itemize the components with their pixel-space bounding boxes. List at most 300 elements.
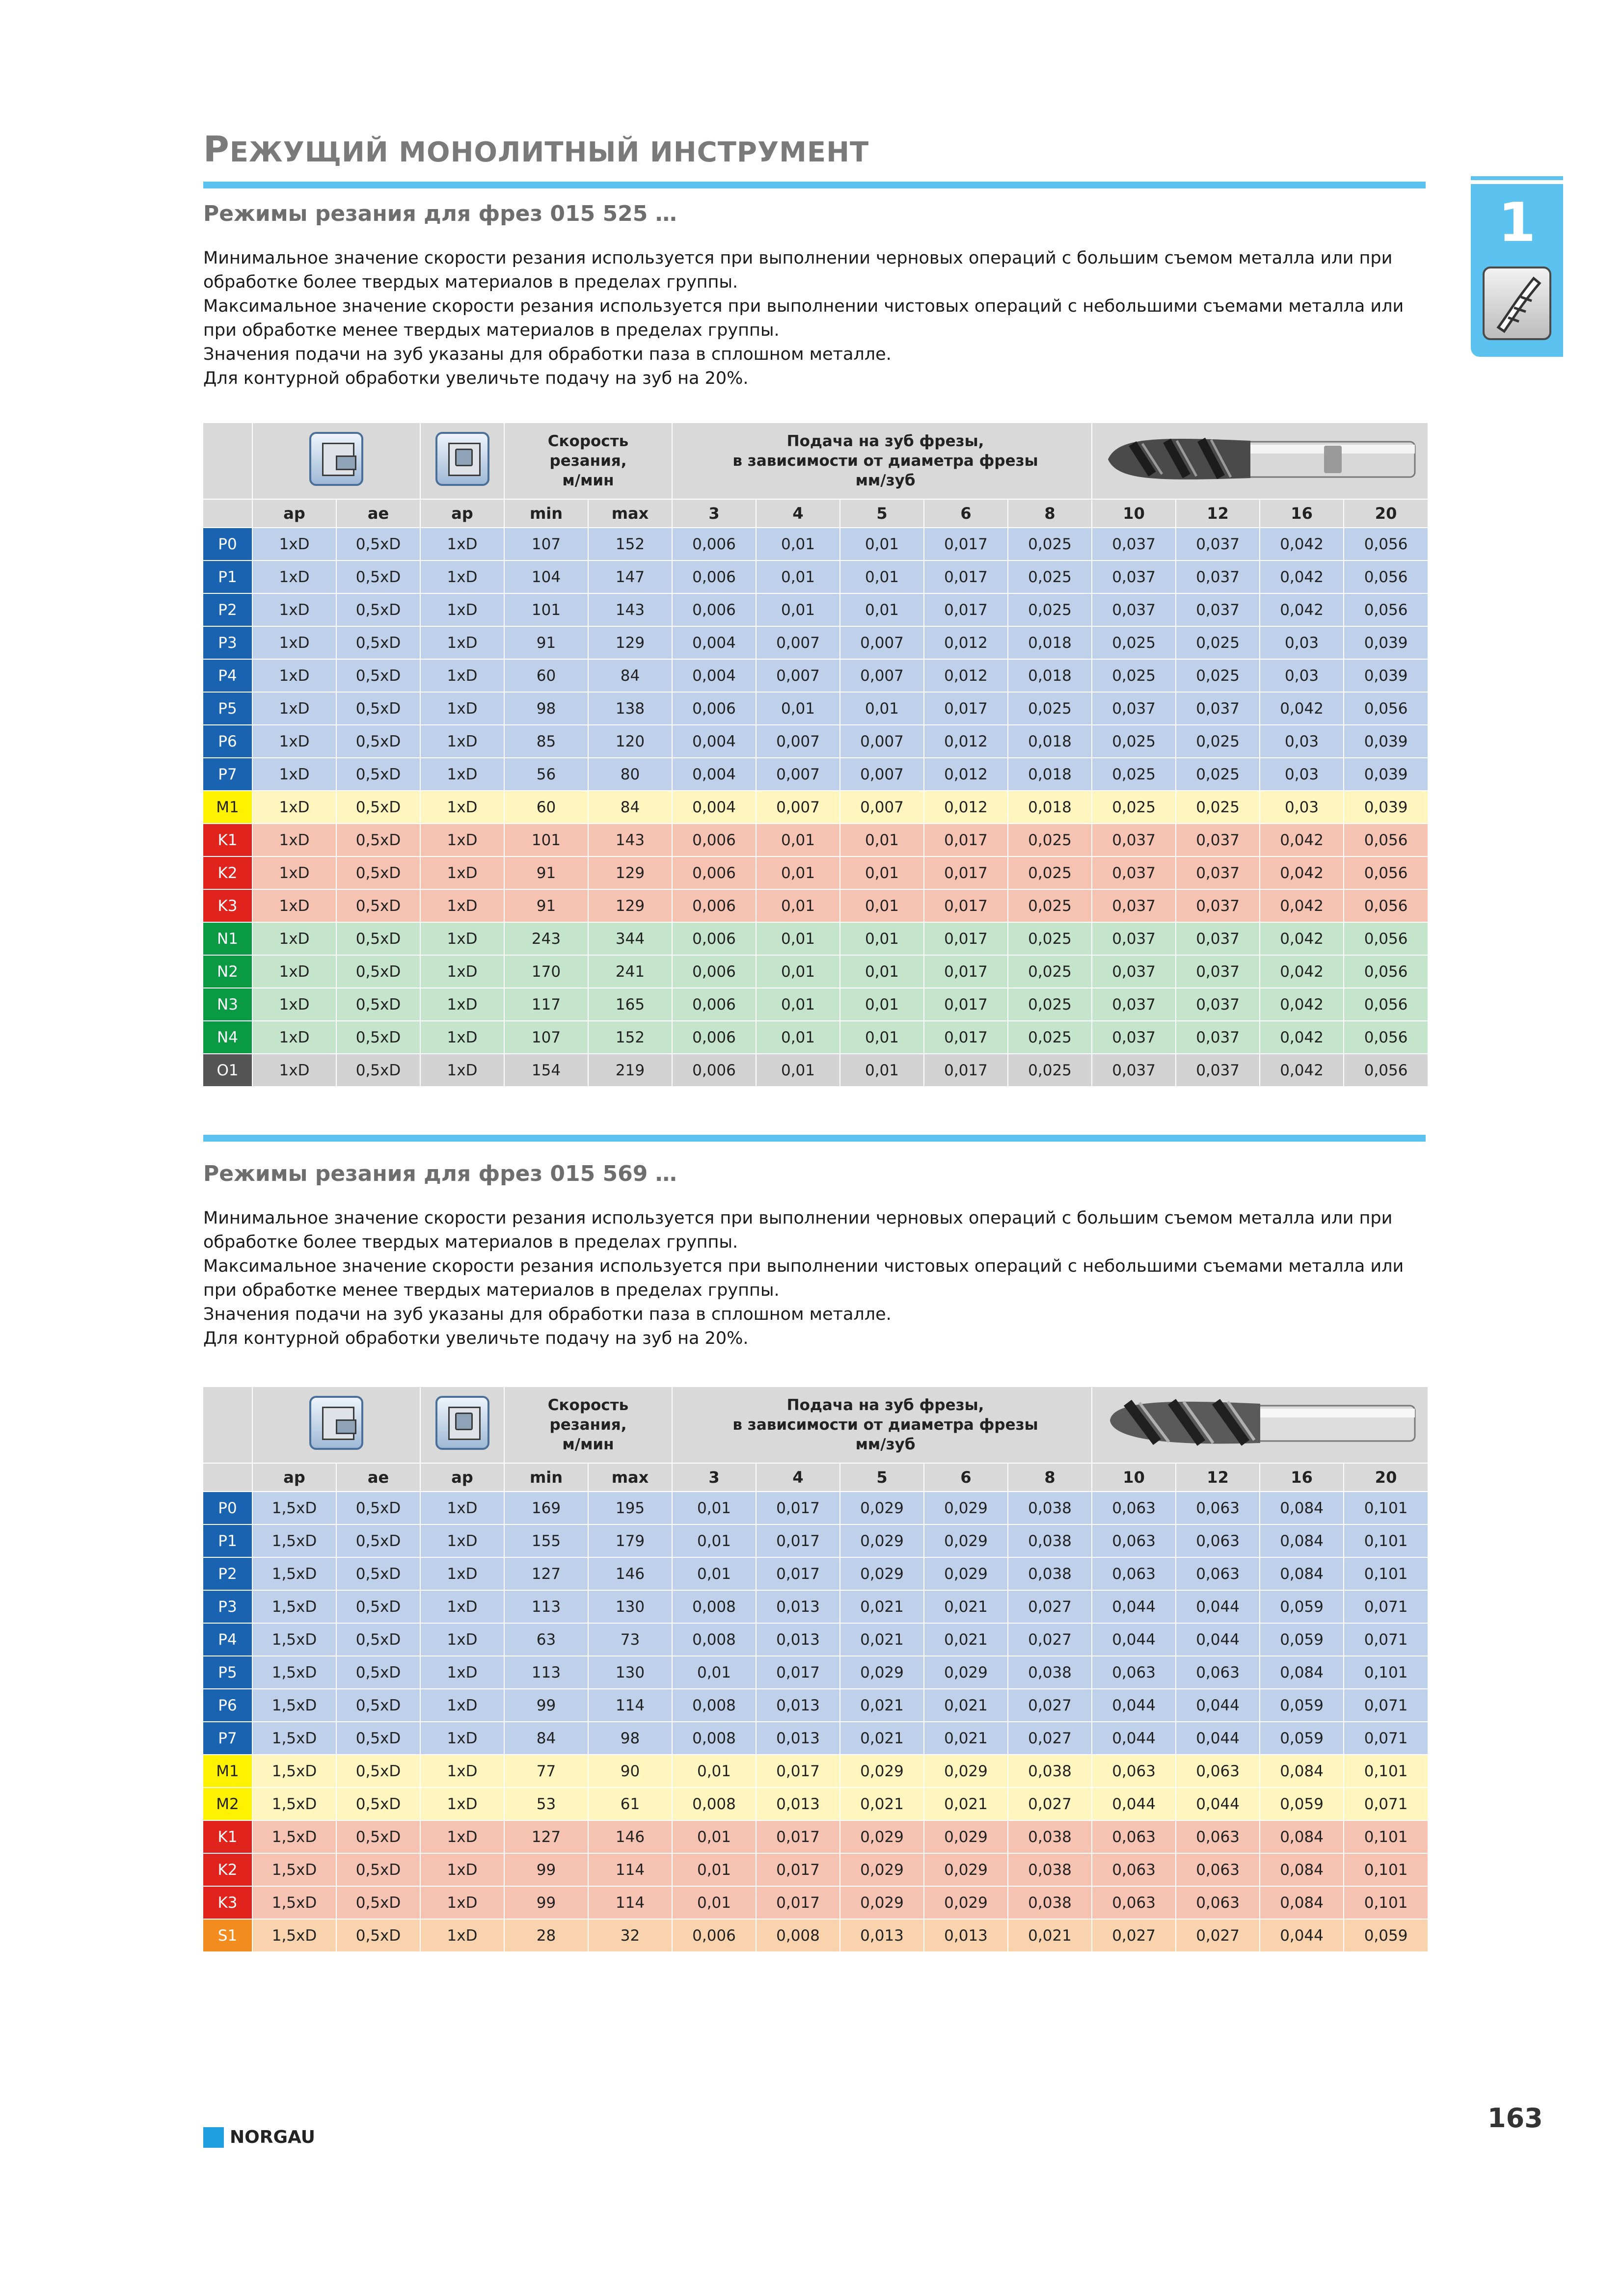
table-cell: 0,037 (1092, 1054, 1176, 1087)
table-cell: 0,013 (756, 1689, 840, 1722)
table-cell: 0,013 (756, 1590, 840, 1623)
table-cell: 0,084 (1260, 1656, 1344, 1689)
table-cell: 0,044 (1260, 1919, 1344, 1952)
table-row (203, 593, 1428, 626)
table-cell: 0,008 (672, 1722, 756, 1755)
table-cell: 130 (588, 1590, 672, 1623)
table-cell: 0,025 (1176, 659, 1260, 692)
table-cell: 0,056 (1344, 824, 1428, 856)
table-cell: 0,044 (1176, 1722, 1260, 1755)
table-cell: 1xD (252, 758, 336, 791)
table-cell: 0,101 (1344, 1492, 1428, 1524)
section2-line: Минимальное значение скорости резания используется при выполнении черновых операций с большим съемом металла или при (203, 1208, 1393, 1228)
table-row (203, 1886, 1428, 1919)
table-cell: 0,037 (1176, 824, 1260, 856)
table-cell: 85 (504, 725, 588, 758)
table-cell: 0,007 (756, 659, 840, 692)
table-cell: 0,025 (1092, 659, 1176, 692)
table-cell: 1xD (252, 856, 336, 889)
table-cell: 0,101 (1344, 1853, 1428, 1886)
table-cell: 107 (504, 1021, 588, 1054)
table-cell: 0,059 (1260, 1623, 1344, 1656)
table-cell: 0,029 (924, 1492, 1008, 1524)
table-cell: 0,029 (924, 1524, 1008, 1557)
table-cell: 0,025 (1092, 626, 1176, 659)
table-cell: 0,039 (1344, 659, 1428, 692)
material-group-label: K2 (203, 856, 252, 889)
table-cell: 0,018 (1008, 758, 1092, 791)
table-cell: 60 (504, 659, 588, 692)
col-header: ap (420, 499, 504, 528)
table-cell: 0,029 (924, 1886, 1008, 1919)
col-header: ae (336, 1463, 420, 1492)
col-header: ap (252, 1463, 336, 1492)
table-cell: 1xD (252, 824, 336, 856)
table-cell: 0,056 (1344, 561, 1428, 593)
table-cell: 0,037 (1092, 528, 1176, 561)
table-cell: 0,063 (1092, 1656, 1176, 1689)
table-cell: 114 (588, 1689, 672, 1722)
table-cell: 0,037 (1176, 528, 1260, 561)
table-cell: 1xD (420, 1054, 504, 1087)
table-cell: 0,006 (672, 1054, 756, 1087)
table-row (203, 1820, 1428, 1853)
table-cell: 0,006 (672, 1919, 756, 1952)
table-cell: 114 (588, 1886, 672, 1919)
table-cell: 0,017 (756, 1886, 840, 1919)
table-cell: 1xD (420, 791, 504, 824)
table-cell: 90 (588, 1755, 672, 1788)
col-header: 20 (1344, 499, 1428, 528)
table-cell: 0,017 (924, 692, 1008, 725)
table-cell: 0,5xD (336, 1021, 420, 1054)
table-cell: 0,5xD (336, 1788, 420, 1820)
table-cell: 84 (504, 1722, 588, 1755)
table-cell: 152 (588, 1021, 672, 1054)
table-cell: 0,037 (1176, 1021, 1260, 1054)
table-row (203, 758, 1428, 791)
table-cell: 1xD (420, 1853, 504, 1886)
table-cell: 0,5xD (336, 889, 420, 922)
table-header-icons (203, 423, 1428, 499)
table-cell: 0,063 (1176, 1853, 1260, 1886)
section2-line: при обработке менее твердых материалов в пределах группы. (203, 1281, 780, 1300)
table-cell: 0,029 (924, 1820, 1008, 1853)
material-group-label: P6 (203, 1689, 252, 1722)
table-cell: 0,01 (840, 856, 924, 889)
table-cell: 0,01 (840, 889, 924, 922)
table-cell: 0,004 (672, 758, 756, 791)
table-cell: 84 (588, 659, 672, 692)
table-cell: 0,01 (840, 1054, 924, 1087)
header-corner-2 (203, 499, 252, 528)
table-cell: 0,5xD (336, 659, 420, 692)
table-cell: 0,027 (1008, 1623, 1092, 1656)
table-cell: 0,059 (1260, 1788, 1344, 1820)
table-cell: 0,027 (1008, 1590, 1092, 1623)
table-cell: 60 (504, 791, 588, 824)
table-cell: 0,5xD (336, 1590, 420, 1623)
table-cell: 101 (504, 593, 588, 626)
table-cell: 0,042 (1260, 922, 1344, 955)
table-cell: 0,056 (1344, 528, 1428, 561)
table-cell: 0,01 (840, 593, 924, 626)
table-cell: 99 (504, 1689, 588, 1722)
table-cell: 0,012 (924, 659, 1008, 692)
chapter-tab (1471, 184, 1563, 357)
table-cell: 0,5xD (336, 1919, 420, 1952)
table-cell: 73 (588, 1623, 672, 1656)
table-row (203, 1524, 1428, 1557)
section2-table (203, 1387, 1429, 1952)
table-cell: 0,037 (1176, 955, 1260, 988)
table-cell: 0,017 (756, 1755, 840, 1788)
table-cell: 0,025 (1008, 1021, 1092, 1054)
table-cell: 1,5xD (252, 1557, 336, 1590)
tool-image-cell (1092, 423, 1428, 499)
table-cell: 0,021 (924, 1722, 1008, 1755)
material-group-label: P1 (203, 561, 252, 593)
material-group-label: K3 (203, 889, 252, 922)
header-corner (203, 423, 252, 499)
table-cell: 0,037 (1092, 1021, 1176, 1054)
table-cell: 0,007 (840, 725, 924, 758)
table-cell: 0,084 (1260, 1524, 1344, 1557)
table-cell: 0,027 (1008, 1788, 1092, 1820)
table-cell: 0,037 (1092, 593, 1176, 626)
table-cell: 0,5xD (336, 988, 420, 1021)
pocket-milling-icon (435, 1396, 489, 1450)
table-row (203, 791, 1428, 824)
table-cell: 0,021 (924, 1788, 1008, 1820)
table-cell: 1xD (420, 659, 504, 692)
table-cell: 1,5xD (252, 1853, 336, 1886)
table-cell: 0,01 (756, 593, 840, 626)
table-cell: 0,01 (840, 561, 924, 593)
table-cell: 0,5xD (336, 528, 420, 561)
table-cell: 1xD (252, 561, 336, 593)
table-cell: 0,006 (672, 955, 756, 988)
table-cell: 0,007 (840, 791, 924, 824)
table-cell: 0,029 (840, 1820, 924, 1853)
col-header: 10 (1092, 1463, 1176, 1492)
table-cell: 0,5xD (336, 1557, 420, 1590)
table-cell: 0,017 (924, 955, 1008, 988)
page-number: 163 (1488, 2103, 1543, 2134)
table-cell: 0,01 (756, 561, 840, 593)
table-cell: 0,037 (1176, 856, 1260, 889)
table-cell: 1xD (252, 692, 336, 725)
section1-line: при обработке менее твердых материалов в пределах группы. (203, 320, 780, 340)
table-cell: 0,5xD (336, 626, 420, 659)
table-cell: 0,007 (756, 791, 840, 824)
section-divider (203, 1135, 1426, 1142)
material-group-label: N1 (203, 922, 252, 955)
table-cell: 0,025 (1092, 725, 1176, 758)
table-cell: 0,059 (1344, 1919, 1428, 1952)
table-cell: 0,071 (1344, 1590, 1428, 1623)
table-cell: 0,059 (1260, 1689, 1344, 1722)
table-cell: 0,037 (1092, 955, 1176, 988)
table-cell: 0,007 (756, 626, 840, 659)
table-cell: 0,038 (1008, 1492, 1092, 1524)
table-cell: 1xD (420, 1524, 504, 1557)
table-cell: 0,5xD (336, 758, 420, 791)
table-cell: 0,027 (1176, 1919, 1260, 1952)
table-cell: 0,044 (1092, 1623, 1176, 1656)
table-cell: 219 (588, 1054, 672, 1087)
table-cell: 0,01 (756, 889, 840, 922)
table-row (203, 1722, 1428, 1755)
table-cell: 0,5xD (336, 1853, 420, 1886)
col-header: 8 (1008, 499, 1092, 528)
table-cell: 143 (588, 593, 672, 626)
table-cell: 0,013 (756, 1623, 840, 1656)
table-cell: 0,01 (756, 856, 840, 889)
table-cell: 1,5xD (252, 1689, 336, 1722)
table-cell: 0,01 (756, 955, 840, 988)
table-cell: 0,042 (1260, 593, 1344, 626)
table-cell: 1,5xD (252, 1623, 336, 1656)
table-cell: 0,044 (1092, 1722, 1176, 1755)
table-cell: 1xD (252, 1021, 336, 1054)
material-group-label: M1 (203, 791, 252, 824)
table-cell: 0,056 (1344, 988, 1428, 1021)
col-header: 20 (1344, 1463, 1428, 1492)
table-cell: 0,029 (840, 1656, 924, 1689)
table-cell: 104 (504, 561, 588, 593)
table-cell: 0,018 (1008, 791, 1092, 824)
table-cell: 0,037 (1176, 593, 1260, 626)
table-cell: 77 (504, 1755, 588, 1788)
table-row (203, 528, 1428, 561)
table-cell: 0,042 (1260, 824, 1344, 856)
table-cell: 1xD (420, 1656, 504, 1689)
table-cell: 0,01 (756, 922, 840, 955)
table-cell: 107 (504, 528, 588, 561)
table-cell: 1,5xD (252, 1656, 336, 1689)
table-cell: 1xD (420, 692, 504, 725)
table-cell: 0,013 (924, 1919, 1008, 1952)
table-cell: 1xD (420, 528, 504, 561)
table-cell: 80 (588, 758, 672, 791)
table-cell: 0,006 (672, 692, 756, 725)
table-cell: 0,063 (1092, 1886, 1176, 1919)
table-cell: 143 (588, 824, 672, 856)
table-cell: 0,01 (756, 1021, 840, 1054)
table-cell: 1,5xD (252, 1886, 336, 1919)
table-cell: 84 (588, 791, 672, 824)
col-header: 10 (1092, 499, 1176, 528)
table-cell: 1xD (420, 593, 504, 626)
table-cell: 0,01 (672, 1755, 756, 1788)
section1-table (203, 423, 1429, 1087)
table-cell: 0,012 (924, 626, 1008, 659)
table-cell: 1xD (420, 1886, 504, 1919)
table-cell: 0,008 (672, 1689, 756, 1722)
slot-milling-icon (309, 432, 363, 486)
col-header: 12 (1176, 499, 1260, 528)
table-header-columns (203, 499, 1428, 528)
table-cell: 1,5xD (252, 1590, 336, 1623)
table-cell: 63 (504, 1623, 588, 1656)
table-cell: 147 (588, 561, 672, 593)
table-cell: 0,03 (1260, 626, 1344, 659)
table-cell: 0,007 (840, 659, 924, 692)
table-header-icons (203, 1387, 1428, 1463)
table-cell: 0,056 (1344, 955, 1428, 988)
material-group-label: P2 (203, 593, 252, 626)
table-cell: 0,037 (1092, 824, 1176, 856)
table-cell: 0,01 (672, 1886, 756, 1919)
material-group-label: O1 (203, 1054, 252, 1087)
material-group-label: P3 (203, 1590, 252, 1623)
speed-header: Скорость резания, м/мин (504, 423, 672, 499)
table-cell: 0,01 (840, 1021, 924, 1054)
table-cell: 0,063 (1092, 1820, 1176, 1853)
table-row (203, 1755, 1428, 1788)
table-cell: 0,038 (1008, 1853, 1092, 1886)
table-cell: 0,013 (756, 1788, 840, 1820)
material-group-label: P4 (203, 1623, 252, 1656)
table-cell: 0,01 (840, 955, 924, 988)
table-cell: 0,01 (672, 1853, 756, 1886)
table-cell: 0,5xD (336, 922, 420, 955)
table-cell: 0,029 (840, 1755, 924, 1788)
table-cell: 0,017 (756, 1820, 840, 1853)
table-cell: 0,025 (1008, 988, 1092, 1021)
table-cell: 0,5xD (336, 1656, 420, 1689)
table-cell: 1xD (420, 561, 504, 593)
table-cell: 32 (588, 1919, 672, 1952)
table-cell: 1xD (420, 1755, 504, 1788)
table-row (203, 922, 1428, 955)
table-cell: 0,063 (1176, 1886, 1260, 1919)
table-cell: 0,056 (1344, 889, 1428, 922)
table-cell: 1xD (420, 626, 504, 659)
table-cell: 0,042 (1260, 955, 1344, 988)
table-cell: 0,01 (840, 528, 924, 561)
table-cell: 0,042 (1260, 856, 1344, 889)
table-cell: 1xD (252, 955, 336, 988)
table-cell: 61 (588, 1788, 672, 1820)
table-cell: 0,056 (1344, 856, 1428, 889)
section1-line: Минимальное значение скорости резания используется при выполнении черновых операций с большим съемом металла или при (203, 248, 1393, 268)
table-cell: 1xD (252, 593, 336, 626)
table-cell: 0,017 (756, 1853, 840, 1886)
table-cell: 0,006 (672, 528, 756, 561)
table-cell: 0,006 (672, 593, 756, 626)
table-cell: 170 (504, 955, 588, 988)
table-row (203, 1623, 1428, 1656)
table-cell: 0,021 (840, 1623, 924, 1656)
col-header: 4 (756, 1463, 840, 1492)
table-cell: 0,071 (1344, 1623, 1428, 1656)
col-header: min (504, 1463, 588, 1492)
table-cell: 113 (504, 1656, 588, 1689)
table-cell: 152 (588, 528, 672, 561)
table-cell: 0,008 (672, 1788, 756, 1820)
table-cell: 0,042 (1260, 1054, 1344, 1087)
table-cell: 0,084 (1260, 1755, 1344, 1788)
table-cell: 0,021 (924, 1590, 1008, 1623)
section1-line: Максимальное значение скорости резания используется при выполнении чистовых операций с небольшими съемами металла или (203, 296, 1404, 316)
table-cell: 129 (588, 856, 672, 889)
table-cell: 1xD (252, 889, 336, 922)
table-cell: 1,5xD (252, 1788, 336, 1820)
table-cell: 0,5xD (336, 1524, 420, 1557)
col-header: 5 (840, 1463, 924, 1492)
table-cell: 0,01 (840, 824, 924, 856)
table-cell: 1xD (420, 1788, 504, 1820)
table-cell: 1xD (252, 528, 336, 561)
table-cell: 0,021 (924, 1623, 1008, 1656)
table-cell: 28 (504, 1919, 588, 1952)
section2-title: Режимы резания для фрез 015 569 … (203, 1161, 677, 1186)
material-group-label: P7 (203, 758, 252, 791)
table-cell: 0,039 (1344, 626, 1428, 659)
table-cell: 0,027 (1008, 1689, 1092, 1722)
table-header-columns (203, 1463, 1428, 1492)
table-cell: 1xD (420, 758, 504, 791)
table-cell: 0,038 (1008, 1656, 1092, 1689)
table-row (203, 988, 1428, 1021)
col-header: 6 (924, 499, 1008, 528)
table-cell: 0,025 (1176, 758, 1260, 791)
table-cell: 0,017 (756, 1524, 840, 1557)
table-cell: 1xD (420, 1021, 504, 1054)
table-cell: 1,5xD (252, 1755, 336, 1788)
table-cell: 0,01 (672, 1820, 756, 1853)
table-cell: 0,017 (924, 922, 1008, 955)
table-cell: 0,021 (840, 1590, 924, 1623)
table-cell: 1,5xD (252, 1919, 336, 1952)
table-cell: 0,01 (756, 1054, 840, 1087)
table-cell: 0,084 (1260, 1492, 1344, 1524)
table-cell: 0,025 (1008, 824, 1092, 856)
table-cell: 0,044 (1176, 1689, 1260, 1722)
table-cell: 0,025 (1176, 626, 1260, 659)
table-cell: 0,01 (672, 1656, 756, 1689)
table-cell: 0,025 (1008, 856, 1092, 889)
pocket-milling-header (420, 1387, 504, 1463)
title-rule (203, 182, 1426, 188)
material-group-label: P0 (203, 528, 252, 561)
table-cell: 0,063 (1176, 1656, 1260, 1689)
section1-title: Режимы резания для фрез 015 525 … (203, 201, 677, 226)
table-row (203, 1590, 1428, 1623)
table-row (203, 1492, 1428, 1524)
table-cell: 0,004 (672, 725, 756, 758)
table-cell: 1xD (420, 1722, 504, 1755)
table-cell: 1xD (252, 791, 336, 824)
table-cell: 1xD (252, 725, 336, 758)
table-cell: 0,018 (1008, 626, 1092, 659)
feed-header: Подача на зуб фрезы, в зависимости от диаметра фрезы мм/зуб (672, 1387, 1092, 1463)
table-row (203, 889, 1428, 922)
table-cell: 0,044 (1092, 1689, 1176, 1722)
table-cell: 0,5xD (336, 1623, 420, 1656)
table-cell: 179 (588, 1524, 672, 1557)
table-row (203, 856, 1428, 889)
table-cell: 0,01 (672, 1524, 756, 1557)
table-cell: 0,017 (924, 528, 1008, 561)
table-cell: 0,063 (1092, 1557, 1176, 1590)
table-cell: 0,021 (840, 1689, 924, 1722)
material-group-label: P3 (203, 626, 252, 659)
table-cell: 0,006 (672, 988, 756, 1021)
col-header: 3 (672, 1463, 756, 1492)
